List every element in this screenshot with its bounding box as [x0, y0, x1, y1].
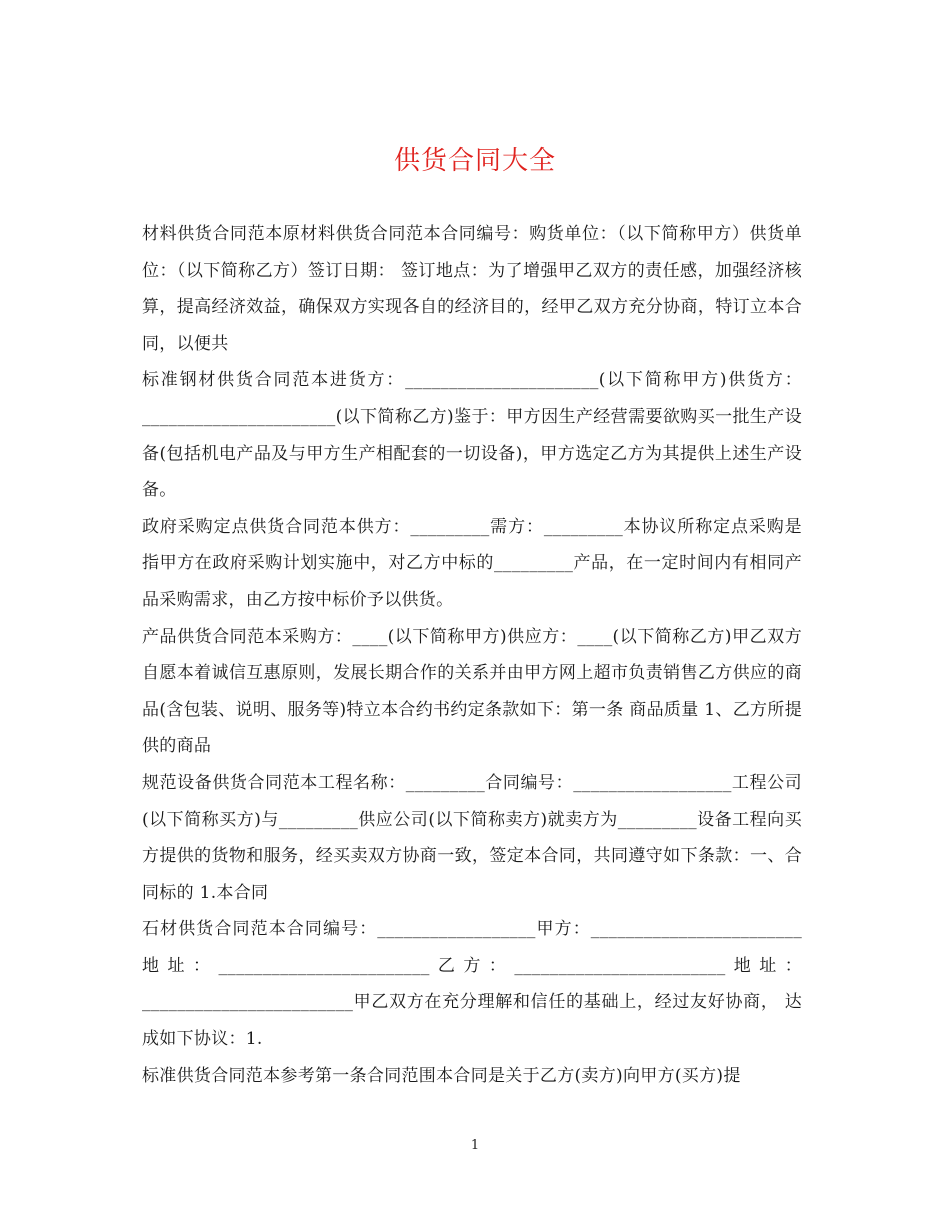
paragraph-material-supply: 材料供货合同范本原材料供货合同范本合同编号：购货单位：（以下简称甲方）供货单位：（以下简称乙方）签订日期： 签订地点：为了增强甲乙双方的责任感，加强经济核算，提高经济效益，确保双方实现各自的经济目的，经甲乙双方充分协商，特订立本合同，以便共	[142, 224, 802, 354]
document-body	[142, 216, 802, 1094]
paragraph-stone-supply: 石材供货合同范本合同编号：__________________甲方：________________________地址：________________________乙方：________________________地址：________________________甲乙双方在充分理解和信任的基础上，经过友好协商， 达成如下协议：1.	[142, 919, 802, 1050]
page-number: 1	[470, 1138, 480, 1153]
document-title: 供货合同大全	[393, 146, 556, 176]
paragraph-government-procurement: 政府采购定点供货合同范本供方：_________需方：_________本协议所称定点采购是指甲方在政府采购计划实施中，对乙方中标的_________产品，在一定时间内有相同产品采购需求，由乙方按中标价予以供货。	[142, 516, 802, 610]
paragraph-steel-supply: 标准钢材供货合同范本进货方：______________________(以下简称甲方)供货方：______________________(以下简称乙方)鉴于：甲方因生产经营需要欲购买一批生产设备(包括机电产品及与甲方生产相配套的一切设备)，甲方选定乙方为其提供上述生产设备。	[142, 370, 802, 501]
paragraph-standard-supply: 标准供货合同范本参考第一条合同范围本合同是关于乙方(卖方)向甲方(买方)提	[142, 1065, 741, 1086]
paragraph-equipment-supply: 规范设备供货合同范本工程名称：_________合同编号：__________________工程公司(以下简称买方)与_________供应公司(以下简称卖方)就卖方为_________设备工程向买方提供的货物和服务，经买卖双方协商一致，签定本合同，共同遵守如下条款：一、合同标的 1.本合同	[142, 772, 802, 903]
paragraph-product-supply: 产品供货合同范本采购方：____(以下简称甲方)供应方：____(以下简称乙方)甲乙双方自愿本着诚信互惠原则，发展长期合作的关系并由甲方网上超市负责销售乙方供应的商品(含包装、说明、服务等)特立本合约书约定条款如下：第一条 商品质量 1、乙方所提供的商品	[142, 626, 802, 757]
